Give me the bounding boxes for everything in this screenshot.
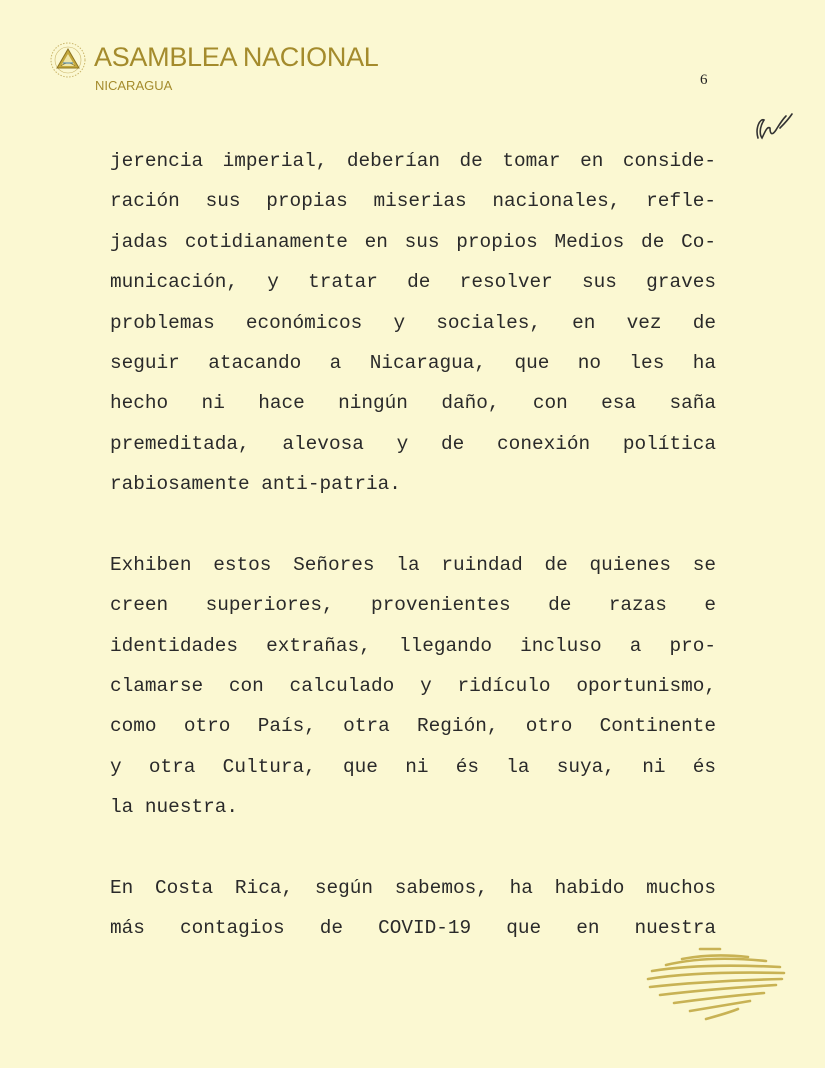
- text-line: creen superiores, provenientes de razas e: [110, 594, 716, 617]
- paragraph-gap: [110, 505, 716, 545]
- text-line: En Costa Rica, según sabemos, ha habido muchos: [110, 877, 716, 900]
- text-line: identidades extrañas, llegando incluso a pro-: [110, 634, 716, 657]
- text-line: problemas económicos y sociales, en vez de: [110, 311, 716, 334]
- national-seal-icon: [46, 40, 90, 80]
- text-line: seguir atacando a Nicaragua, que no les ha: [110, 351, 716, 374]
- handwritten-initials-icon: [750, 108, 798, 150]
- assembly-arcs-icon: [638, 945, 788, 1027]
- paragraph-1: [110, 141, 716, 505]
- text-line: municación, y tratar de resolver sus graves: [110, 271, 716, 294]
- text-line: más contagios de COVID-19 que en nuestra: [110, 917, 716, 940]
- text-line: hecho ni hace ningún daño, con esa saña: [110, 392, 716, 415]
- page-number: 6: [700, 72, 708, 88]
- letterhead: [46, 40, 466, 100]
- paragraph-3: [110, 868, 716, 949]
- text-line: clamarse con calculado y ridículo oportunismo,: [110, 675, 716, 698]
- text-line: jadas cotidianamente en sus propios Medios de Co-: [110, 230, 716, 253]
- paragraph-2: [110, 545, 716, 828]
- text-line: rabiosamente anti-patria.: [110, 473, 401, 496]
- text-line: premeditada, alevosa y de conexión política: [110, 432, 716, 455]
- body-text: [110, 141, 716, 949]
- org-name: ASAMBLEA NACIONAL: [94, 42, 379, 72]
- org-subtitle: NICARAGUA: [95, 78, 173, 93]
- text-line: jerencia imperial, deberían de tomar en conside-: [110, 150, 716, 172]
- text-line: como otro País, otra Región, otro Continente: [110, 715, 716, 738]
- text-line: y otra Cultura, que ni és la suya, ni és: [110, 755, 716, 778]
- text-line: la nuestra.: [110, 796, 238, 819]
- text-line: Exhiben estos Señores la ruindad de quienes se: [110, 553, 716, 576]
- paragraph-gap: [110, 828, 716, 868]
- text-line: ración sus propias miserias nacionales, refle-: [110, 190, 716, 213]
